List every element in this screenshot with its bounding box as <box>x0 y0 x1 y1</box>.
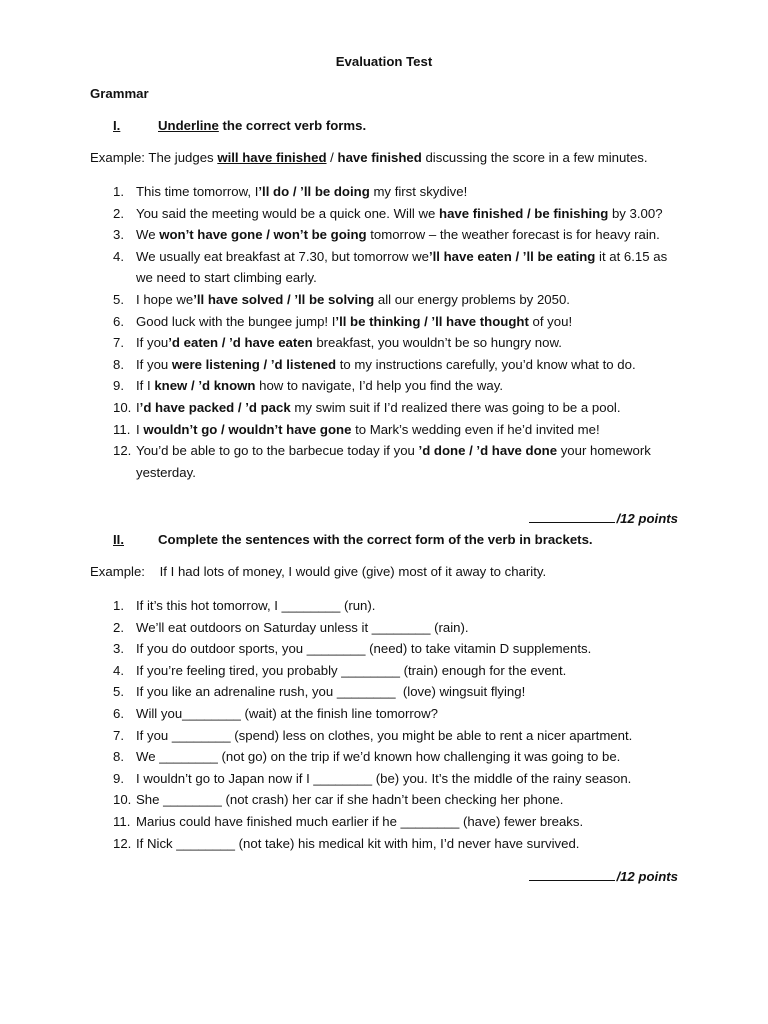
list-item <box>113 746 683 768</box>
example-separator: / <box>326 150 338 165</box>
item-text-end: all our energy problems by 2050. <box>374 291 570 307</box>
item-text: If Nick ________ (not take) his medical kit with him, I’d never have survived. <box>136 835 580 851</box>
section-1-number: I. <box>113 118 121 133</box>
section-1-example <box>90 150 648 165</box>
item-number: 3. <box>113 641 124 657</box>
item-text: If it’s this hot tomorrow, I ________ (run). <box>136 598 376 613</box>
item-option-2: ’d have done <box>476 443 558 459</box>
section-2-number: II. <box>113 532 124 547</box>
item-separator: / <box>218 335 230 351</box>
item-text: I <box>136 421 144 437</box>
item-option-1: won’t have gone <box>159 227 263 243</box>
page-title: Evaluation Test <box>335 54 433 69</box>
item-text: This time tomorrow, I <box>136 184 259 199</box>
item-number: 5. <box>113 291 124 307</box>
item-number: 2. <box>113 619 124 635</box>
item-separator: / <box>217 421 229 437</box>
item-text-end: tomorrow – the weather forecast is for heavy rain. <box>366 227 660 243</box>
item-option-1: wouldn’t go <box>143 421 218 437</box>
item-text: I <box>136 399 140 415</box>
item-separator: / <box>187 378 199 394</box>
item-number: 11. <box>113 421 131 437</box>
item-text: If you do outdoor sports, you ________ (need) to take vitamin D supplements. <box>136 641 592 657</box>
item-separator: / <box>234 399 246 415</box>
list-item <box>113 638 683 660</box>
item-text-end: my first skydive! <box>369 184 468 199</box>
item-number: 8. <box>113 749 124 765</box>
item-number: 3. <box>113 227 124 243</box>
item-option-2: wouldn’t have gone <box>228 421 352 437</box>
item-number: 7. <box>113 727 124 743</box>
list-item <box>113 660 683 682</box>
list-item <box>113 181 683 203</box>
example-option-2: have finished <box>337 150 422 165</box>
item-text: If you ________ (spend) less on clothes, you might be able to rent a nicer apartment. <box>136 727 633 743</box>
item-text: We ________ (not go) on the trip if we’d known how challenging it was going to be. <box>136 749 621 765</box>
item-option-2: ’d listened <box>270 356 337 372</box>
item-number: 8. <box>113 356 124 372</box>
section-heading-grammar: Grammar <box>90 86 149 101</box>
item-text: You’d be able to go to the barbecue today if you <box>136 443 419 459</box>
list-item <box>113 397 683 419</box>
item-separator: / <box>289 184 301 199</box>
item-text-end: by 3.00? <box>608 205 663 221</box>
item-number: 1. <box>113 598 124 613</box>
item-number: 12. <box>113 443 132 459</box>
item-option-1: ’ll have solved <box>193 291 284 307</box>
list-item <box>113 246 683 289</box>
section-2-instruction <box>113 532 593 547</box>
example-tail: discussing the score in a few minutes. <box>421 150 648 165</box>
item-option-2: ’ll be solving <box>294 291 375 307</box>
item-number: 7. <box>113 335 124 351</box>
list-item <box>113 681 683 703</box>
list-item <box>113 332 683 354</box>
example-lead: Example: The judges <box>90 150 218 165</box>
item-option-1: ’d eaten <box>168 335 219 351</box>
list-item <box>113 289 683 311</box>
section-2-list <box>113 595 683 854</box>
list-item <box>113 811 683 833</box>
instruction-text: Complete the sentences with the correct form of the verb in brackets. <box>158 532 593 547</box>
item-option-2: ’ll be doing <box>300 184 370 199</box>
item-option-1: ’ll do <box>258 184 290 199</box>
item-number: 10. <box>113 399 132 415</box>
list-item <box>113 595 683 617</box>
list-item <box>113 440 683 483</box>
item-text: She ________ (not crash) her car if she hadn’t been checking her phone. <box>136 792 564 808</box>
item-number: 6. <box>113 705 124 721</box>
item-option-2: ’d have eaten <box>229 335 313 351</box>
item-option-1: knew <box>154 378 188 394</box>
item-text: Will you________ (wait) at the finish line tomorrow? <box>136 705 438 721</box>
item-text: Good luck with the bungee jump! I <box>136 313 336 329</box>
section-2-example: Example: If I had lots of money, I would give (give) most of it away to charity. <box>90 564 547 579</box>
item-option-2: ’ll be eating <box>522 248 596 264</box>
section-1-score <box>529 510 678 526</box>
list-item <box>113 617 683 639</box>
section-1-list <box>113 181 683 483</box>
score-label: /12 points <box>616 511 678 526</box>
list-item <box>113 311 683 333</box>
item-text-end: your homework yesterday. <box>136 443 651 480</box>
item-text-end: to Mark’s wedding even if he’d invited me! <box>351 421 600 437</box>
item-separator: / <box>420 313 432 329</box>
item-separator: / <box>262 227 274 243</box>
item-number: 10. <box>113 792 132 808</box>
item-option-2: ’d pack <box>245 399 291 415</box>
item-separator: / <box>523 205 535 221</box>
item-text: We <box>136 227 160 243</box>
section-2-score <box>529 868 678 884</box>
item-option-1: ’ll be thinking <box>335 313 421 329</box>
list-item <box>113 768 683 790</box>
score-blank-line <box>529 510 615 523</box>
item-text: I wouldn’t go to Japan now if I ________ (be) you. It’s the middle of the rainy season. <box>136 770 632 786</box>
item-text: If I <box>136 378 155 394</box>
item-number: 9. <box>113 770 124 786</box>
item-option-2: ’d known <box>198 378 256 394</box>
item-text-end: to my instructions carefully, you’d know what to do. <box>336 356 636 372</box>
list-item <box>113 419 683 441</box>
item-text-end: my swim suit if I’d realized there was going to be a pool. <box>290 399 621 415</box>
item-text: Marius could have finished much earlier if he ________ (have) fewer breaks. <box>136 813 584 829</box>
item-option-1: were listening <box>171 356 260 372</box>
item-separator: / <box>259 356 271 372</box>
item-text: If you <box>136 335 169 351</box>
item-text: You said the meeting would be a quick one. Will we <box>136 205 440 221</box>
item-number: 12. <box>113 835 132 851</box>
item-text: If you like an adrenaline rush, you ________ (love) wingsuit flying! <box>136 684 526 700</box>
item-number: 4. <box>113 248 124 264</box>
item-text: We usually eat breakfast at 7.30, but tomorrow we <box>136 248 429 264</box>
item-number: 4. <box>113 662 124 678</box>
list-item <box>113 203 683 225</box>
item-separator: / <box>465 443 477 459</box>
list-item <box>113 375 683 397</box>
example-option-1: will have finished <box>217 150 327 165</box>
item-text-end: of you! <box>528 313 573 329</box>
item-text: We’ll eat outdoors on Saturday unless it ________ (rain). <box>136 619 469 635</box>
item-option-1: have finished <box>439 205 524 221</box>
item-number: 2. <box>113 205 124 221</box>
score-label: /12 points <box>616 869 678 884</box>
list-item <box>113 833 683 855</box>
item-number: 5. <box>113 684 124 700</box>
item-text: If you’re feeling tired, you probably ________ (train) enough for the event. <box>136 662 567 678</box>
item-option-1: ’d done <box>418 443 466 459</box>
item-text-end: breakfast, you wouldn’t be so hungry now. <box>312 335 562 351</box>
item-separator: / <box>511 248 523 264</box>
list-item <box>113 789 683 811</box>
item-text: If you <box>136 356 172 372</box>
list-item <box>113 224 683 246</box>
list-item <box>113 725 683 747</box>
list-item <box>113 703 683 725</box>
section-1-instruction <box>113 118 366 133</box>
item-text: I hope we <box>136 291 194 307</box>
item-number: 1. <box>113 184 124 199</box>
list-item <box>113 354 683 376</box>
score-blank-line <box>529 868 615 881</box>
item-option-1: ’d have packed <box>139 399 235 415</box>
item-text-end: how to navigate, I’d help you find the way. <box>255 378 504 394</box>
item-text-end: it at 6.15 as we need to start climbing early. <box>136 248 668 286</box>
item-option-1: ’ll have eaten <box>428 248 512 264</box>
item-separator: / <box>283 291 295 307</box>
instruction-rest: the correct verb forms. <box>218 118 367 133</box>
item-option-2: won’t be going <box>273 227 367 243</box>
item-number: 11. <box>113 813 131 829</box>
item-number: 6. <box>113 313 124 329</box>
item-option-2: ’ll have thought <box>431 313 529 329</box>
item-option-2: be finishing <box>534 205 609 221</box>
instruction-underline-word: Underline <box>158 118 219 133</box>
item-number: 9. <box>113 378 124 394</box>
